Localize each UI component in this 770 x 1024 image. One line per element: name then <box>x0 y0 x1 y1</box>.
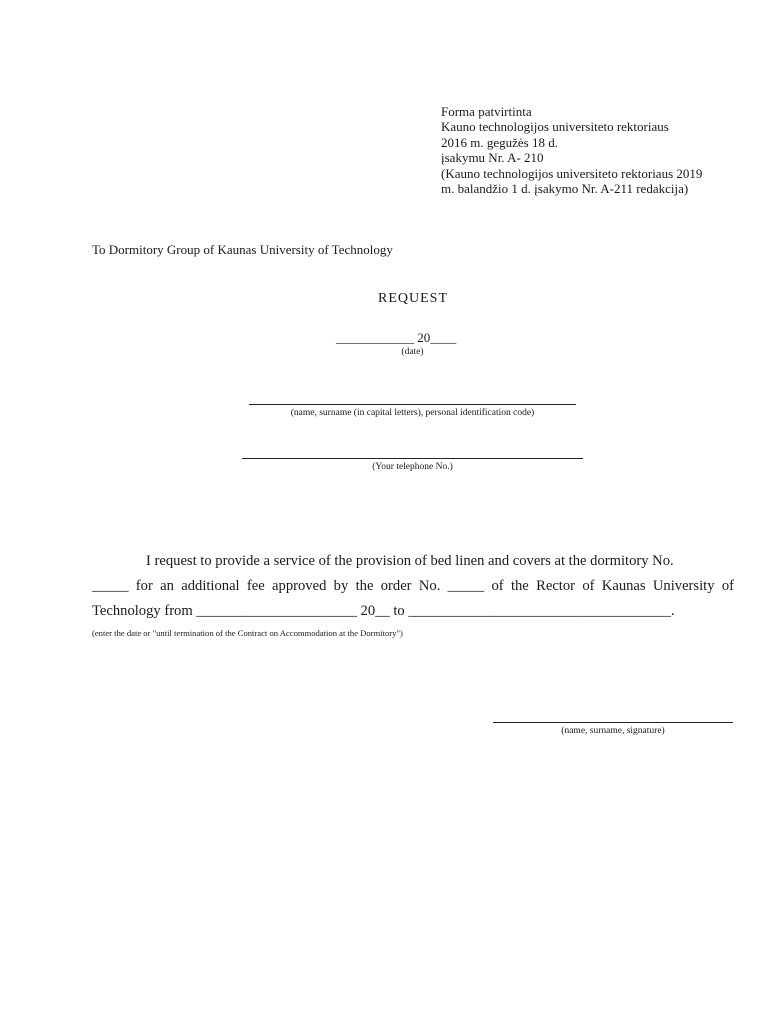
date-field[interactable]: ____________ 20____ <box>336 330 457 345</box>
document-title: REQUEST <box>378 291 448 306</box>
body-line-1 <box>92 549 734 574</box>
name-field-line[interactable] <box>249 404 576 405</box>
phone-field-caption: (Your telephone No.) <box>372 462 453 472</box>
signature-caption: (name, surname, signature) <box>561 726 665 736</box>
approval-line: Kauno technologijos universiteto rektoriaus <box>441 119 669 135</box>
body-line-1-text: I request to provide a service of the provision of bed linen and covers at the dormitory No. <box>146 553 674 569</box>
approval-line: m. balandžio 1 d. įsakymo Nr. A-211 redakcija) <box>441 181 689 197</box>
request-body <box>92 549 734 624</box>
date-caption: (date) <box>401 347 424 357</box>
approval-line: (Kauno technologijos universiteto rektoriaus 2019 <box>441 165 703 181</box>
approval-line: Forma patvirtinta <box>441 104 532 119</box>
approval-note <box>441 104 741 196</box>
approval-line: 2016 m. gegužės 18 d. <box>441 134 558 150</box>
addressee: To Dormitory Group of Kaunas University of Technology <box>92 242 393 257</box>
body-line-3: Technology from ______________________ 20__ to ____________________________________. <box>92 603 675 619</box>
body-line-2: _____ for an additional fee approved by the order No. _____ of the Rector of Kaunas University of <box>92 578 734 594</box>
phone-field-line[interactable] <box>242 458 583 459</box>
name-field-caption: (name, surname (in capital letters), personal identification code) <box>290 408 535 418</box>
date-hint: (enter the date or "until termination of the Contract on Accommodation at the Dormitory") <box>92 628 403 638</box>
approval-line: įsakymu Nr. A- 210 <box>441 150 544 166</box>
signature-line[interactable] <box>493 722 733 723</box>
